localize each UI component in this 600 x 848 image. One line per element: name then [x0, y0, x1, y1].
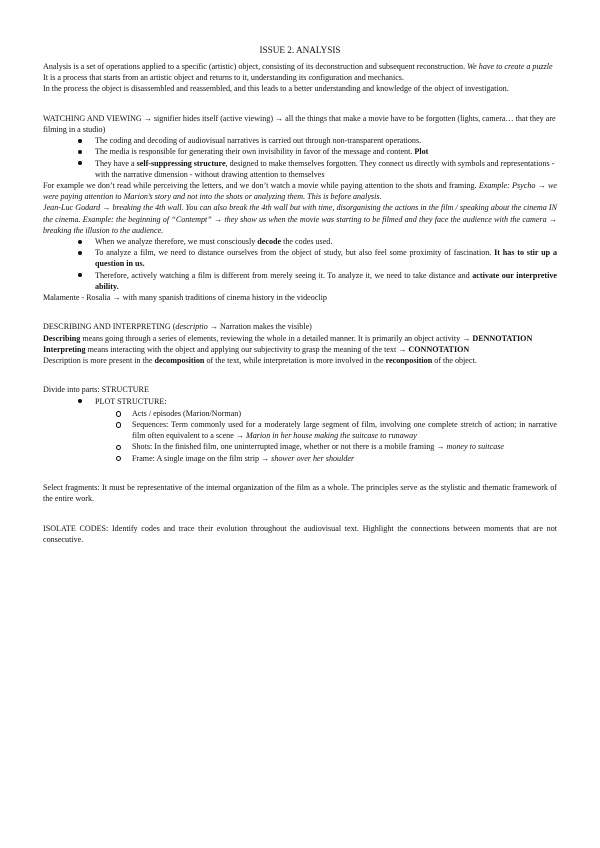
list-item: Acts / episodes (Marion/Norman): [95, 408, 557, 419]
list-item: To analyze a film, we need to distance ourselves from the object of study, but also feel some proximity of fascination. It has to stir up a question in us.: [43, 247, 557, 269]
describing-heading: DESCRIBING AND INTERPRETING (descriptio → Narration makes the visible): [43, 322, 312, 332]
intro-paragraph-2: It is a process that starts from an artistic object and returns to it, understanding its configuration and mechanics.: [43, 73, 404, 83]
godard-paragraph: Jean-Luc Godard → breaking the 4th wall. You can also break the 4th wall but with time, disorganising the actions in the film / speaking about the cinema IN the cinema. Example: the beginning of “Contempt” → they show us when the movie was starting to be filmed and they face the audience with the camera → breaking the illusion to the audience.: [43, 203, 557, 235]
list-item: They have a self-suppressing structure, designed to make themselves forgotten. They connect us directly with symbols and representations - with the narrative dimension - without drawing attention to themselves: [43, 158, 557, 180]
list-item: Frame: A single image on the film strip → shower over her shoulder: [95, 453, 557, 464]
plot-sublist: [95, 408, 557, 464]
select-paragraph: Select fragments: It must be representative of the internal organization of the film as a whole. The principles serve as the stylistic and thematic framework of the entire work.: [43, 483, 557, 504]
list-item: Sequences: Term commonly used for a moderately large segment of film, involving one complete stretch of action; in narrative film often equivalent to a scene → Marion in her house making the suitcase to runaway: [95, 419, 557, 441]
list-item: Shots: In the finished film, one uninterrupted image, whether or not there is a mobile framing → money to suitcase: [95, 441, 557, 452]
list-item: Therefore, actively watching a film is different from merely seeing it. To analyze it, we need to take distance and activate our interpretive ability.: [43, 270, 557, 292]
intro-paragraph-3: In the process the object is disassembled and reassembled, and this leads to a better understanding and knowledge of the object of investigation.: [43, 84, 509, 94]
analyze-list: [43, 236, 557, 292]
isolate-paragraph: ISOLATE CODES: Identify codes and trace their evolution throughout the audiovisual text. Highlight the connections between moments that are not consecutive.: [43, 523, 557, 544]
document-page: [43, 44, 557, 545]
watching-heading: WATCHING AND VIEWING → signifier hides itself (active viewing) → all the things that make a movie have to be forgotten (lights, camera… that they are filming in a studio): [43, 113, 556, 134]
page-title: ISSUE 2. ANALYSIS: [259, 45, 341, 55]
structure-heading: Divide into parts: STRUCTURE: [43, 385, 149, 395]
malamente-line: Malamente - Rosalia → with many spanish traditions of cinema history in the videoclip: [43, 293, 327, 303]
interpreting-paragraph: Interpreting means interacting with the object and applying our subjectivity to grasp the meaning of the text → CONNOTATION: [43, 344, 470, 354]
plot-list: [43, 396, 557, 464]
watching-list: [43, 135, 557, 180]
example-paragraph: For example we don’t read while perceiving the letters, and we don’t watch a movie while paying attention to the shots and framing. Example: Psycho → we were paying attention to Marion’s story and not into the shots or analyzing them. This is before analysis.: [43, 181, 557, 202]
list-item: The coding and decoding of audiovisual narratives is carried out through non-transparent operations.: [43, 135, 557, 146]
describing-paragraph: Describing means going through a series of elements, reviewing the whole in a detailed manner. It is primarily an object activity → DENNOTATION: [43, 333, 533, 343]
list-item: PLOT STRUCTURE: Acts / episodes (Marion/Norman) Sequences: Term commonly used for a moderately large segment of film, involving one complete stretch of action; in narrative film often equivalent to a scene → Marion in her house making the suitcase to runaway Shots: In the finished film, one uninterrupted image, whether or not there is a mobile framing → money to suitcase Frame: A single image on the film strip → shower over her shoulder: [43, 396, 557, 464]
list-item: The media is responsible for generating their own invisibility in favor of the message and content. Plot: [43, 146, 557, 157]
description-paragraph: Description is more present in the decomposition of the text, while interpretation is more involved in the reconposition of the object.: [43, 356, 477, 366]
list-item: When we analyze therefore, we must consciously decode the codes used.: [43, 236, 557, 247]
intro-paragraph-1: Analysis is a set of operations applied to a specific (artistic) object, consisting of its deconstruction and subsequent reconstruction. We have to create a puzzle: [43, 62, 553, 71]
